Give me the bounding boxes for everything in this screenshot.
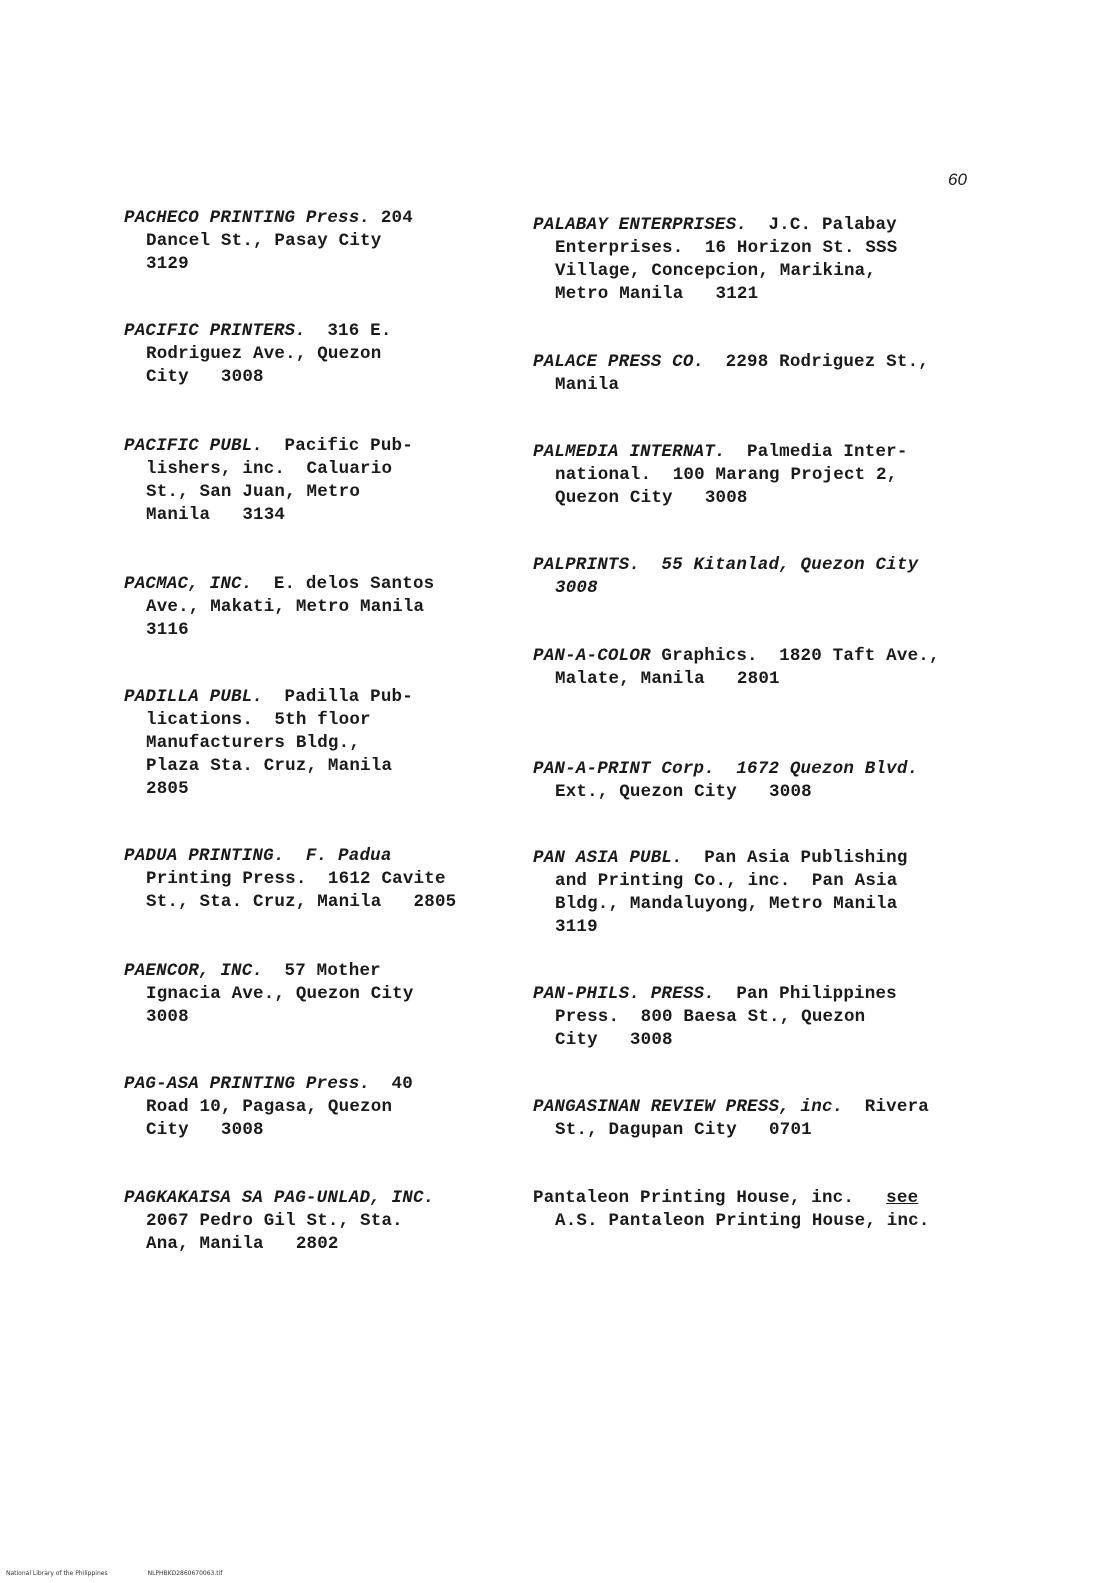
entry-heading: PAN-PHILS. PRESS. [533, 984, 715, 1004]
directory-entry [533, 983, 897, 1052]
entry-text: lishers, inc. Caluario [146, 459, 393, 479]
directory-entry [533, 1096, 929, 1142]
directory-entry [533, 554, 918, 600]
entry-heading: PAGKAKAISA SA PAG-UNLAD, INC. [124, 1188, 435, 1208]
entry-heading: PALABAY ENTERPRISES. [533, 215, 748, 235]
entry-text: A.S. Pantaleon Printing House, inc. [555, 1211, 930, 1231]
entry-text: Rivera [843, 1097, 929, 1117]
entry-text: Padilla Pub- [263, 687, 413, 707]
entry-text: 57 Mother [263, 961, 381, 981]
entry-heading: PACHECO PRINTING Press. [124, 208, 371, 228]
entry-text: 55 Kitanlad, Quezon City [640, 555, 919, 575]
entry-text: F. Padua [284, 846, 392, 866]
entry-text: City 3008 [146, 367, 264, 387]
directory-entry [533, 214, 897, 306]
directory-entry [124, 1187, 434, 1256]
entry-heading: PACIFIC PUBL. [124, 436, 264, 456]
footer-library: National Library of the Philippines [6, 1570, 108, 1577]
entry-text: Quezon City 3008 [555, 488, 748, 508]
directory-entry [124, 686, 413, 801]
entry-text: 3119 [555, 917, 598, 937]
entry-heading: Pantaleon Printing House, inc. [533, 1188, 855, 1208]
entry-text: 2298 Rodriguez St., [704, 352, 929, 372]
directory-entry [124, 207, 413, 276]
directory-entry [124, 435, 413, 527]
entry-heading: PANGASINAN REVIEW PRESS, inc. [533, 1097, 844, 1117]
directory-entry [533, 758, 918, 804]
entry-text: Palmedia Inter- [725, 442, 908, 462]
entry-text: 3116 [146, 620, 189, 640]
entry-text: Manufacturers Bldg., [146, 733, 361, 753]
entry-text: Pacific Pub- [263, 436, 413, 456]
entry-text: 2805 [146, 779, 189, 799]
entry-text: Village, Concepcion, Marikina, [555, 261, 877, 281]
directory-entry [124, 845, 456, 914]
entry-heading: PADILLA PUBL. [124, 687, 264, 707]
entry-heading: PALMEDIA INTERNAT. [533, 442, 726, 462]
entry-text: Manila 3134 [146, 505, 286, 525]
entry-text: Metro Manila 3121 [555, 284, 759, 304]
entry-text: Ignacia Ave., Quezon City [146, 984, 414, 1004]
directory-entry [124, 320, 392, 389]
entry-text: lications. 5th floor [146, 710, 371, 730]
entry-text: 2067 Pedro Gil St., Sta. [146, 1211, 403, 1231]
directory-entry [533, 847, 908, 939]
entry-text: Plaza Sta. Cruz, Manila [146, 756, 393, 776]
footer-file: NLPHBKD2860670063.tif [147, 1570, 223, 1577]
entry-heading: PALACE PRESS CO. [533, 352, 705, 372]
entry-text: 1672 Quezon Blvd. [714, 759, 919, 779]
entry-text: Printing Press. 1612 Cavite [146, 869, 446, 889]
page-number: 60 [948, 170, 967, 189]
entry-text: national. 100 Marang Project 2, [555, 465, 898, 485]
see-reference: see [886, 1188, 919, 1208]
entry-heading: PAN-A-COLOR [533, 646, 651, 666]
entry-text: City 3008 [146, 1120, 264, 1140]
entry-heading: PACIFIC PRINTERS. [124, 321, 306, 341]
entry-text: Ana, Manila 2802 [146, 1234, 339, 1254]
entry-text: Rodriguez Ave., Quezon [146, 344, 382, 364]
directory-entry [533, 645, 940, 691]
entry-heading: PAG-ASA PRINTING Press. [124, 1074, 371, 1094]
entry-text: Ext., Quezon City 3008 [555, 782, 812, 802]
directory-entry [124, 960, 414, 1029]
entry-text [854, 1188, 886, 1208]
entry-text: Pan Philippines [714, 984, 897, 1004]
entry-text: Manila [555, 375, 620, 395]
entry-text: St., Dagupan City 0701 [555, 1120, 812, 1140]
directory-entry [124, 573, 434, 642]
directory-entry [533, 351, 929, 397]
entry-text: Dancel St., Pasay City [146, 231, 382, 251]
entry-text: E. delos Santos [252, 574, 435, 594]
entry-text: City 3008 [555, 1030, 673, 1050]
entry-text: Malate, Manila 2801 [555, 669, 780, 689]
entry-text: 316 E. [305, 321, 392, 341]
entry-text: 3129 [146, 254, 189, 274]
directory-entry [124, 1073, 413, 1142]
scan-footer [6, 1570, 262, 1577]
entry-heading: PAN ASIA PUBL. [533, 848, 683, 868]
entry-text: J.C. Palabay [747, 215, 897, 235]
entry-text: Pan Asia Publishing [682, 848, 908, 868]
entry-text: 40 [370, 1074, 413, 1094]
entry-heading: PACMAC, INC. [124, 574, 253, 594]
entry-text: St., Sta. Cruz, Manila 2805 [146, 892, 457, 912]
entry-text: 3008 [555, 578, 598, 598]
directory-entry [533, 1187, 930, 1233]
entry-heading: PAN-A-PRINT Corp. [533, 759, 715, 779]
entry-heading: PAENCOR, INC. [124, 961, 264, 981]
directory-entry [533, 441, 908, 510]
entry-text: Enterprises. 16 Horizon St. SSS [555, 238, 898, 258]
entry-text: Road 10, Pagasa, Quezon [146, 1097, 393, 1117]
entry-text: Ave., Makati, Metro Manila [146, 597, 425, 617]
entry-text: Graphics. 1820 Taft Ave., [650, 646, 940, 666]
entry-text: Press. 800 Baesa St., Quezon [555, 1007, 866, 1027]
entry-text: St., San Juan, Metro [146, 482, 361, 502]
entry-heading: PALPRINTS. [533, 555, 641, 575]
entry-text: 204 [370, 208, 413, 228]
entry-text: Bldg., Mandaluyong, Metro Manila [555, 894, 898, 914]
entry-heading: PADUA PRINTING. [124, 846, 285, 866]
entry-text: 3008 [146, 1007, 189, 1027]
entry-text: and Printing Co., inc. Pan Asia [555, 871, 898, 891]
